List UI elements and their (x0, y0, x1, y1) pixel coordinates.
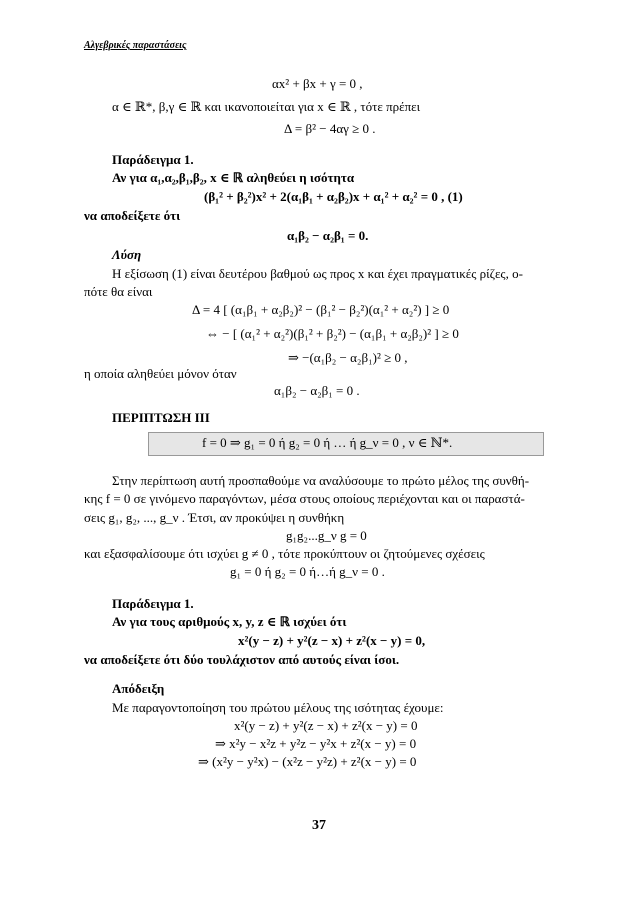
discriminant-step-1: Δ = 4 [ (α₁β₁ + α₂β₂)² − (β₁² − β₂²)(α₁² + α₂²) ] ≥ 0 (192, 302, 450, 317)
case3-product-equation: g₁g₂...g_ν g = 0 (286, 528, 367, 543)
solution-title: Λύση (112, 247, 142, 262)
example2-title: Παράδειγμα 1. (112, 596, 194, 611)
condition-text: α ∈ ℝ*, β,γ ∈ ℝ και ικανοποιείται για x ∈ ℝ , τότε πρέπει (112, 99, 421, 114)
proof-step-3: ⇒ (x²y − y²x) − (x²z − y²z) + z²(x − y) = 0 (198, 754, 417, 769)
case3-paragraph-4: και εξασφαλίσουμε ότι ισχύει g ≠ 0 , τότε προκύπτουν οι ζητούμενες σχέσεις (84, 546, 485, 561)
case3-paragraph-3: σεις g₁, g₂, ..., g_ν . Έτσι, αν προκύψει η συνθήκη (84, 510, 345, 525)
example2-statement: Αν για τους αριθμούς x, y, z ∈ ℝ ισχύει ότι (112, 614, 347, 629)
running-header: Αλγεβρικές παραστάσεις (84, 40, 187, 51)
case3-box-formula: f = 0 ⇒ g₁ = 0 ή g₂ = 0 ή … ή g_ν = 0 , ν ∈ ℕ*. (202, 435, 453, 450)
solution-text-1: Η εξίσωση (1) είναι δευτέρου βαθμού ως προς x και έχει πραγματικές ρίζες, ο- (112, 266, 523, 281)
proof-step-2: ⇒ x²y − x²z + y²z − y²x + z²(x − y) = 0 (215, 736, 417, 751)
example1-prove: να αποδείξετε ότι (84, 208, 181, 223)
discriminant-step-2: ⇔ − [ (α₁² + α₂²)(β₁² + β₂²) − (α₁β₁ + α₂β₂)² ] ≥ 0 (206, 326, 459, 341)
example1-statement: Αν για α₁,α₂,β₁,β₂, x ∈ ℝ αληθεύει η ισότητα (112, 170, 355, 185)
case3-paragraph-2: κης f = 0 σε γινόμενο παραγόντων, μέσα στους οποίους περιέχονται και οι παραστά- (84, 491, 525, 506)
case3-paragraph-1: Στην περίπτωση αυτή προσπαθούμε να αναλύσουμε το πρώτο μέλος της συνθή- (112, 473, 530, 488)
discriminant-step-3: ⇒ −(α₁β₂ − α₂β₁)² ≥ 0 , (288, 350, 408, 365)
proof-text: Με παραγοντοποίηση του πρώτου μέλους της ισότητας έχουμε: (112, 700, 444, 715)
example2-prove: να αποδείξετε ότι δύο τουλάχιστον από αυτούς είναι ίσοι. (84, 652, 400, 667)
discriminant-text: η οποία αληθεύει μόνον όταν (84, 366, 237, 381)
proof-title: Απόδειξη (112, 681, 165, 696)
example1-title: Παράδειγμα 1. (112, 152, 194, 167)
page-number: 37 (312, 818, 326, 833)
case3-title: ΠΕΡΙΠΤΩΣΗ ΙΙΙ (112, 410, 210, 425)
proof-step-1: x²(y − z) + y²(z − x) + z²(x − y) = 0 (234, 718, 418, 733)
discriminant-result: α₁β₂ − α₂β₁ = 0 . (274, 383, 360, 398)
case3-result: g₁ = 0 ή g₂ = 0 ή…ή g_ν = 0 . (230, 564, 385, 579)
equation-quadratic: αx² + βx + γ = 0 , (272, 76, 363, 91)
equation-discriminant: Δ = β² − 4αγ ≥ 0 . (284, 121, 376, 136)
example2-equation: x²(y − z) + y²(z − x) + z²(x − y) = 0, (238, 633, 426, 648)
solution-text-2: πότε θα είναι (84, 284, 153, 299)
example1-result: α₁β₂ − α₂β₁ = 0. (287, 228, 369, 243)
example1-equation: (β₁² + β₂²)x² + 2(α₁β₁ + α₂β₂)x + α₁² + α₂² = 0 , (1) (204, 189, 463, 204)
